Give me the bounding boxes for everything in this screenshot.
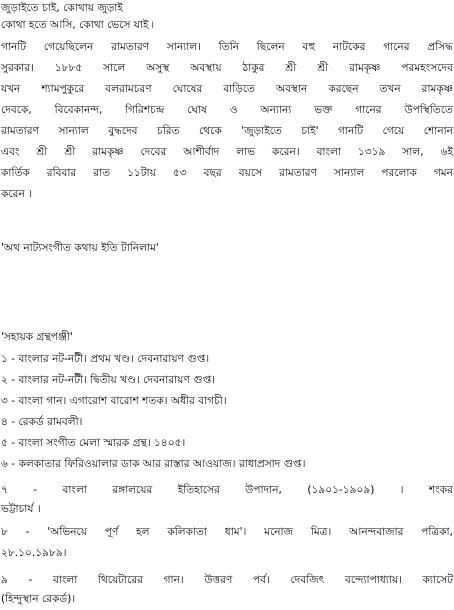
bibliography-item-6: ৬ - কলকাতার ফিরিওয়ালার ডাক আর রাস্তার আওয়াজ। রাধাপ্রসাদ গুপ্ত। [1, 458, 306, 470]
bibliography-heading: 'সহায়ক গ্রন্থপঞ্জী' [1, 331, 73, 343]
bibliography-item-9-line-2: (হিন্দুস্থান রেকর্ড)। [1, 593, 76, 605]
paragraph-line-4: দেবকে, বিবেকানন্দ, গিরিশচন্দ্র ঘোষ ও অন্যান্য ভক্ত গানের উপস্থিতিতে [1, 104, 453, 116]
bibliography-item-1: ১ - বাংলার নট-নটী। প্রথম খণ্ড। দেবনারায়ণ গুপ্ত। [1, 353, 210, 365]
bibliography-item-9-line-1: ৯ - বাংলা থিয়েটারের গান। উত্তরণ পর্ব। দেবজিৎ বন্দ্যোপাধ্যায়। ক্যাসেট [1, 574, 453, 586]
bibliography-item-2: ২ - বাংলার নট-নটী। দ্বিতীয় খণ্ড। দেবনারায়ণ গুপ্ত। [1, 374, 216, 386]
paragraph-line-8: করেন । [1, 188, 32, 200]
song-line-1: জুড়াইতে চাই, কোথায় জুড়াই [1, 2, 123, 14]
closing-line: 'অথ নাট্যসংগীত কথায় ইতি টানিলাম' [1, 242, 159, 254]
song-line-2: কোথা হতে আসি, কোথা ভেসে যাই ৷ [1, 19, 154, 31]
paragraph-line-7: কার্তিক রবিবার রাত ১১টায় ৫৩ বছর বয়সে রামতারণ সান্যাল পরলোক গমন [1, 167, 453, 179]
bibliography-item-8-line-1: ৮ - 'অভিনয়ে পূর্ণ হল কলিকাতা ধাম'। মনোজ মিত্র। আনন্দবাজার পত্রিকা, [1, 526, 453, 538]
paragraph-line-6: এবং শ্রী শ্রী রামকৃষ্ণ দেবের আশীর্বাদ লাভ করেন। বাংলা ১৩১৯ সাল, ৬ই [1, 146, 453, 158]
paragraph-line-2: সুরকার। ১৮৮৫ সালে অসুস্থ অবস্থায় ঠাকুর শ্রী শ্রী রামকৃষ্ণ পরমহংসদেব [1, 62, 453, 74]
bibliography-item-5: ৫ - বাংলা সংগীত মেলা স্মারক গ্রন্থ। ১৪০৫। [1, 437, 186, 449]
bibliography-item-7-line-1: ৭ - বাংলা রঙ্গালয়ের ইতিহাসের উপাদান, (১৯০১-১৯০৯) । শংকর [1, 484, 453, 496]
paragraph-line-1: গানটি গেয়েছিলেন রামতারণ সান্যাল। তিনি ছিলেন বহু নাটকের গানের প্রসিদ্ধ [1, 41, 453, 53]
paragraph-line-3: যখন শ্যামপুকুরে বলরামচরণ ঘোষের বাড়িতে অবস্থান করছেন তখন রামকৃষ্ণ [1, 83, 453, 95]
bibliography-item-3: ৩ - বাংলা গান। এগারোশ বারোশ শতক। অধীর বাগচী। [1, 395, 227, 407]
bibliography-item-8-line-2: ২৮.১০.১৯৮৯। [1, 547, 67, 559]
bibliography-item-4: ৪ - রেকর্ড রামবলী। [1, 416, 83, 428]
paragraph-line-5: রামতারণ সান্যাল বুদ্ধদেব চরিত থেকে 'জুড়াইতে চাই' গানটি গেয়ে শোনান [1, 125, 453, 137]
bibliography-item-7-line-2: ভট্টাচার্য । [1, 503, 41, 515]
